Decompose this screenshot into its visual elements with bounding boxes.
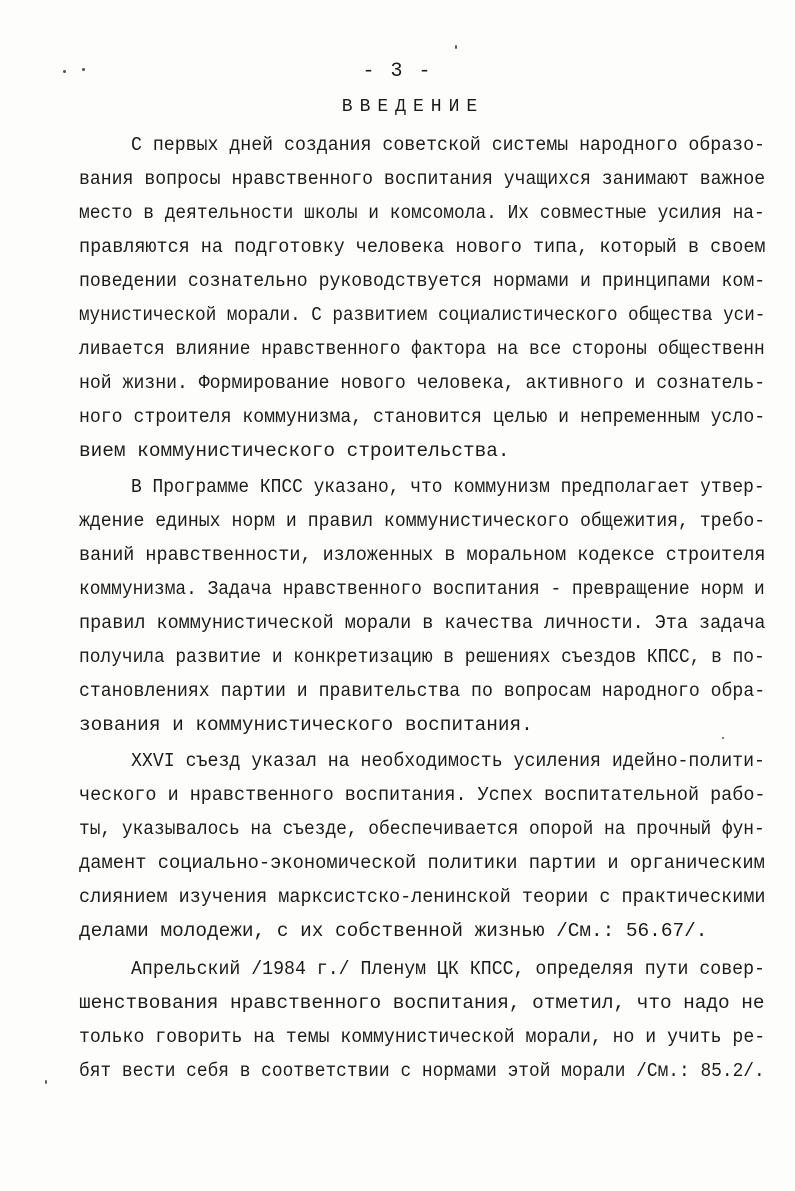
text-line: место в деятельности школы и комсомола. Их совместные усилия на- [79,202,765,224]
text-line: ждение единых норм и правил коммунистического общежития, требо- [79,510,766,532]
text-line: вания вопросы нравственного воспитания учащихся занимают важное [79,168,766,190]
text-line: ческого и нравственного воспитания. Успех воспитательной рабо- [79,784,766,806]
text-line: правил коммунистической морали в качества личности. Эта задача [79,612,766,634]
text-line: шенствования нравственного воспитания, отметил, что надо не [79,992,765,1014]
text-line: XXVI съезд указал на необходимость усиления идейно-полити- [131,750,765,772]
text-line: слиянием изучения марксистско-ленинской теории с практическими [79,886,766,908]
text-line: бят вести себя в соответствии с нормами этой морали /См.: 85.2/. [79,1060,765,1082]
text-line: ного строителя коммунизма, становится целью и непременным усло- [79,406,766,428]
scan-speck [455,45,457,49]
text-line: получила развитие и конкретизацию в решениях съездов КПСС, в по- [79,646,765,668]
text-line: Апрельский /1984 г./ Пленум ЦК КПСС, определяя пути совер- [131,958,765,980]
text-line: делами молодежи, с их собственной жизнью /См.: 56.67/. [79,920,708,942]
text-line: мунистической морали. С развитием социалистического общества уси- [79,304,766,326]
text-line: коммунизма. Задача нравственного воспитания - превращение норм и [79,578,765,600]
section-heading: ВВЕДЕНИЕ [341,97,485,117]
text-line: ваний нравственности, изложенных в моральном кодексе строителя [79,544,766,566]
page-number: - 3 - [362,60,433,83]
text-line: правляются на подготовку человека нового типа, который в своем [79,236,766,258]
text-line: зования и коммунистического воспитания. [79,714,533,736]
text-line: поведении сознательно руководствуется нормами и принципами ком- [79,270,766,292]
scan-speck [722,737,724,739]
text-line: С первых дней создания советской системы народного образо- [131,134,765,156]
text-line: ной жизни. Формирование нового человека, активного и сознатель- [79,372,766,394]
text-line: только говорить на темы коммунистической морали, но и учить ре- [79,1026,766,1048]
text-line: ты, указывалось на съезде, обеспечивается опорой на прочный фун- [79,818,765,840]
text-line: В Программе КПСС указано, что коммунизм предполагает утвер- [131,476,765,498]
text-line: ливается влияние нравственного фактора на все стороны общественн [79,338,765,360]
text-line: дамент социально-экономической политики партии и органическим [79,852,765,874]
scan-speck [45,1080,47,1084]
text-line: вием коммунистического строительства. [79,440,510,462]
text-line: становлениях партии и правительства по вопросам народного обра- [79,680,766,702]
